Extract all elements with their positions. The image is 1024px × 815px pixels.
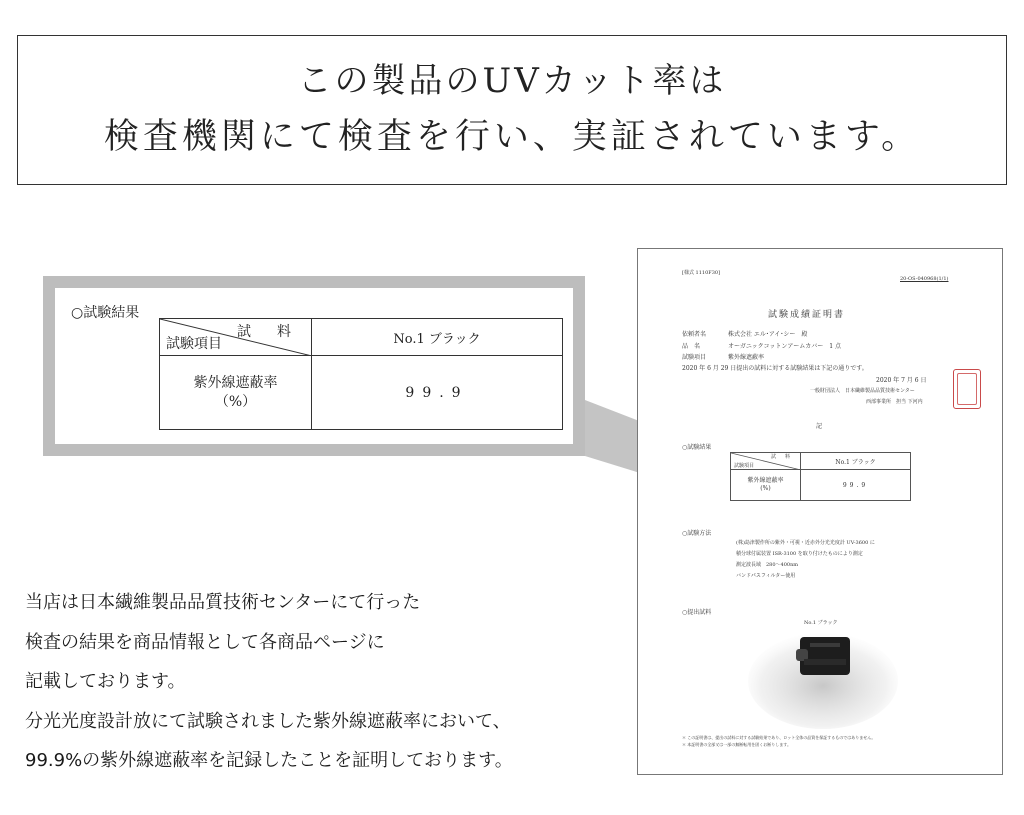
cert-metric-label: 紫外線遮蔽率 <box>747 477 784 485</box>
cert-metric-unit: (%) <box>760 485 771 492</box>
test-certificate-document <box>637 248 1003 775</box>
callout-metric-cell <box>160 356 312 430</box>
cert-document-number: 20-OS-040968(1/1) <box>900 276 949 282</box>
red-seal-stamp <box>953 369 981 409</box>
cert-method-line: (株)島津製作所の紫外・可視・近赤外分光光度計 UV-3600 に <box>736 540 875 546</box>
cert-test-item-label: 試験項目 <box>682 354 707 361</box>
cert-title: 試験成績証明書 <box>768 310 846 320</box>
cert-table-header-cell <box>731 453 801 470</box>
headline-line-2: 検査機関にて検査を行い、実証されています。 <box>103 117 921 158</box>
cert-header-item: 試験項目 <box>734 463 755 469</box>
callout-results-table <box>159 318 563 430</box>
zoomed-results-callout <box>43 276 585 456</box>
cert-issuer: 一般財団法人 日本繊維製品品質技術センター <box>810 388 915 394</box>
description-line: 検査の結果を商品情報として各商品ページに <box>25 631 385 653</box>
cert-sample-name: No.1 ブラック <box>801 453 911 470</box>
sample-photo <box>748 619 898 729</box>
callout-inner <box>55 288 573 444</box>
description-line: 99.9%の紫外線遮蔽率を記録したことを証明しております。 <box>25 750 513 771</box>
cert-results-table <box>730 452 911 501</box>
callout-metric-value: 99.9 <box>312 356 563 430</box>
cert-issuer-office: 西部事業所 担当 下河内 <box>866 399 923 405</box>
cert-date: 2020 年 7 月 6 日 <box>876 377 927 384</box>
cert-results-heading: ○試験結果 <box>682 444 712 451</box>
cert-test-item-value: 紫外線遮蔽率 <box>728 354 765 361</box>
cert-statement: 2020 年 6 月 29 日提出の試料に対する試験結果は下記の通りです。 <box>682 365 868 372</box>
cert-footnote: ＊ 本証明書の全部又は一部の無断転用を固くお断りします。 <box>682 742 791 747</box>
cert-requester-value: 株式会社 エル･アイ･シー 殿 <box>728 331 808 338</box>
callout-metric-unit: （%） <box>214 393 257 410</box>
callout-header-sample: 試 料 <box>237 324 297 340</box>
cert-sample-caption: No.1 ブラック <box>804 620 838 626</box>
cert-method-line: 測定波長域 280〜400nm <box>736 562 799 568</box>
description-line: 当店は日本繊維製品品質技術センターにて行った <box>25 592 421 613</box>
headline-line-1: この製品のUVカット率は <box>297 61 727 102</box>
description-line: 分光光度設計放にて試験されました紫外線遮蔽率において、 <box>25 710 511 732</box>
cert-product-value: オーガニックコットンアームカバー 1 点 <box>728 343 841 350</box>
callout-header-item: 試験項目 <box>166 336 222 352</box>
cert-requester-label: 依頼者名 <box>682 331 707 338</box>
description-text <box>25 590 625 788</box>
callout-sample-name: No.1 ブラック <box>312 319 563 356</box>
cert-method-line: バンドパスフィルター使用 <box>736 573 796 579</box>
callout-results-heading: ○試験結果 <box>71 305 140 321</box>
cert-form-number: [様式 1110F30] <box>682 270 721 276</box>
cert-metric-cell <box>731 470 801 501</box>
cert-metric-value: 99.9 <box>801 470 911 501</box>
cert-footnote: ＊ この証明書は、提出の試料に対する試験結果であり、ロット全体の品質を保証するものではありません。 <box>682 735 876 740</box>
callout-table-header-cell <box>160 319 312 356</box>
cert-product-label: 品 名 <box>682 343 701 350</box>
cert-header-sample: 試 料 <box>770 454 792 460</box>
cert-method-line: 積分球付属装置 ISR-3100 を取り付けたものにより測定 <box>736 551 863 557</box>
callout-metric-label: 紫外線遮蔽率 <box>193 374 278 391</box>
cert-method-heading: ○試験方法 <box>682 530 712 537</box>
cert-sample-heading: ○提出試料 <box>682 609 712 616</box>
cert-ki: 記 <box>816 423 823 430</box>
description-line: 記載しております。 <box>25 671 186 692</box>
